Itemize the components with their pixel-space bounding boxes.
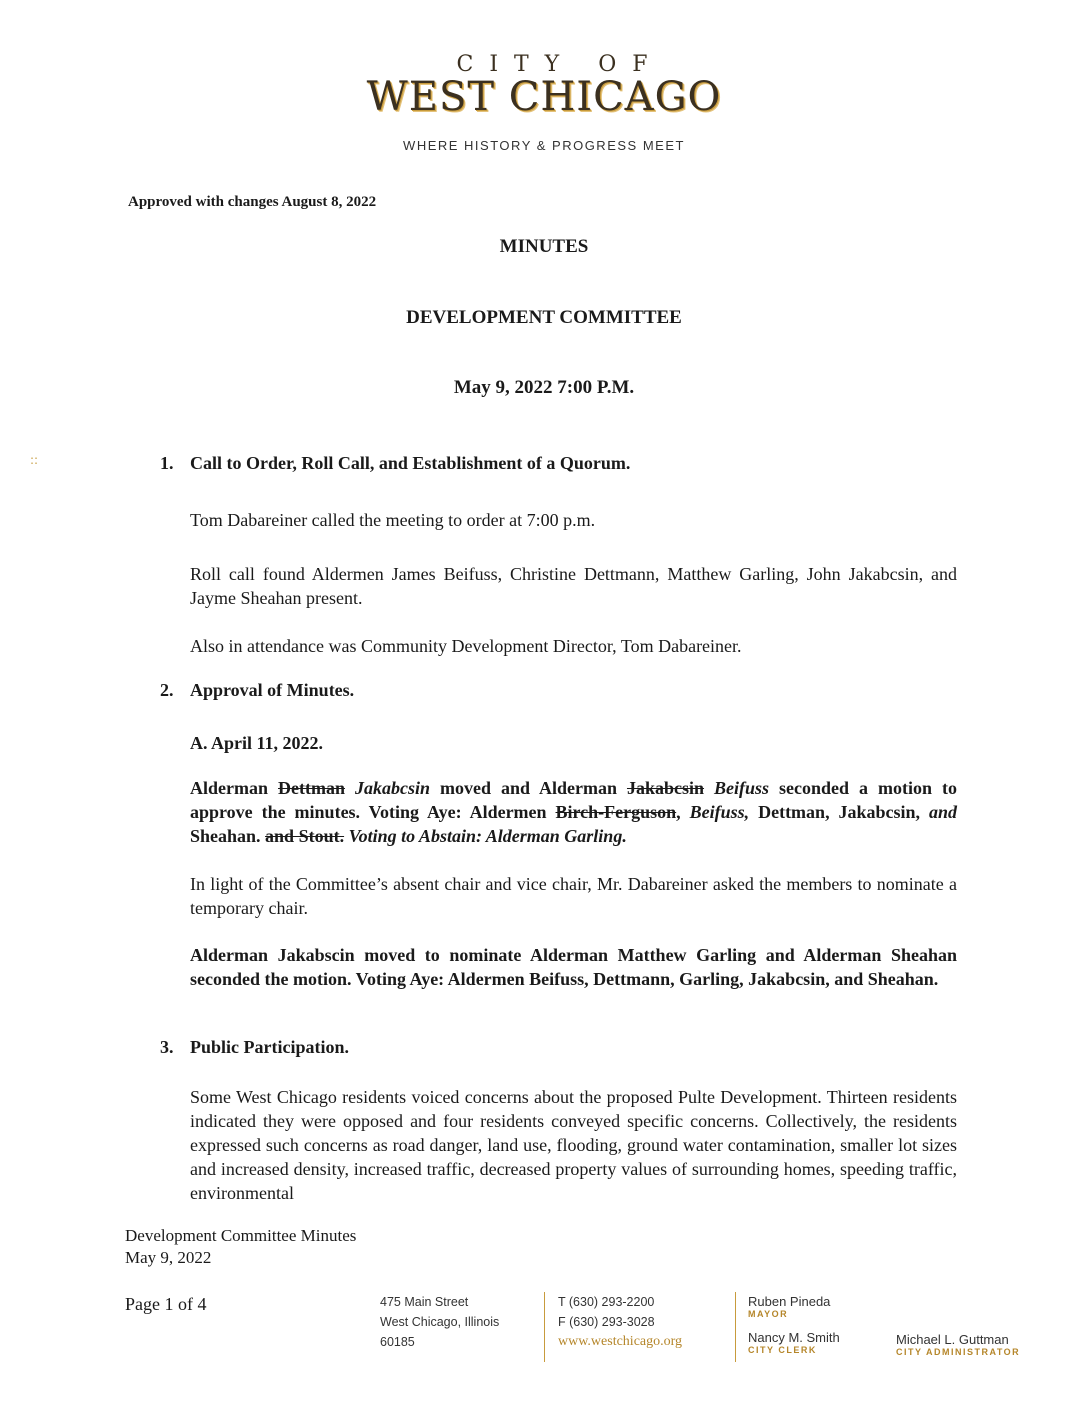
motion-inserted-text: Voting to Abstain: Alderman Garling.: [344, 826, 627, 846]
motion-deleted-text: and Stout.: [265, 826, 345, 846]
temporary-chair-paragraph: In light of the Committee’s absent chair and vice chair, Mr. Dabareiner asked the members to nominate a temporary chair.: [190, 874, 957, 918]
phone-number: T (630) 293-2200: [558, 1295, 655, 1309]
section-3-number: 3.: [160, 1037, 174, 1057]
section-1-title: Call to Order, Roll Call, and Establishment of a Quorum.: [190, 453, 631, 473]
motion-inserted-text: Jakabcsin: [344, 778, 430, 798]
motion-text: Sheahan.: [190, 826, 266, 846]
administrator-role: CITY ADMINISTRATOR: [896, 1347, 1021, 1357]
footer-divider: [735, 1292, 736, 1362]
motion-text: ,: [676, 802, 690, 822]
mayor-block: [748, 1294, 830, 1319]
section-2-title: Approval of Minutes.: [190, 680, 355, 700]
nomination-motion-paragraph: Alderman Jakabscin moved to nominate Alderman Matthew Garling and Alderman Sheahan seconded the motion. Voting Aye: Aldermen Beifuss, Dettmann, Garling, Jakabcsin, and Sheahan.: [190, 945, 957, 989]
scan-marker: ::: [30, 453, 39, 467]
motion-text: Dettman, Jakabcsin,: [749, 802, 929, 822]
fax-number: F (630) 293-3028: [558, 1315, 655, 1329]
minutes-heading: MINUTES: [499, 236, 589, 257]
motion-deleted-text: Birch-Ferguson: [555, 802, 677, 822]
address-zip: 60185: [380, 1335, 415, 1349]
section-2-number: 2.: [160, 680, 174, 700]
motion-text: seconded a motion to approve the minutes. Voting Aye: Aldermen: [190, 778, 958, 822]
clerk-role: CITY CLERK: [748, 1345, 817, 1355]
committee-heading: DEVELOPMENT COMMITTEE: [406, 307, 682, 328]
clerk-block: [748, 1330, 840, 1355]
letterhead-tagline: WHERE HISTORY & PROGRESS MEET: [403, 138, 685, 153]
minutes-date-subheading: A. April 11, 2022.: [190, 733, 324, 753]
letterhead-city-of: CITY OF: [456, 52, 664, 77]
motion-deleted-text: Dettman: [278, 778, 345, 798]
address-street: 475 Main Street: [380, 1295, 469, 1309]
meeting-date-heading: May 9, 2022 7:00 P.M.: [453, 377, 635, 398]
attendance-paragraph: Also in attendance was Community Development Director, Tom Dabareiner.: [190, 636, 742, 656]
footer-title-line: Development Committee Minutes: [125, 1226, 357, 1245]
mayor-role: MAYOR: [748, 1309, 789, 1319]
motion-text: Alderman: [190, 778, 278, 798]
section-1-number: 1.: [160, 453, 174, 473]
call-to-order-paragraph: Tom Dabareiner called the meeting to order at 7:00 p.m.: [190, 510, 596, 530]
footer-document-title: [125, 1225, 356, 1269]
motion-text: moved and Alderman: [429, 778, 627, 798]
approval-note: Approved with changes August 8, 2022: [128, 194, 377, 210]
footer-date-line: May 9, 2022: [125, 1248, 212, 1267]
clerk-name: Nancy M. Smith: [748, 1330, 840, 1345]
page-number: Page 1 of 4: [125, 1294, 207, 1314]
website-link[interactable]: www.westchicago.org: [558, 1334, 683, 1349]
administrator-block: [896, 1332, 1020, 1357]
roll-call-paragraph: Roll call found Aldermen James Beifuss, Christine Dettmann, Matthew Garling, John Jakabcsin, and Jayme Sheahan present.: [190, 564, 957, 608]
approval-motion-paragraph: [190, 776, 957, 848]
motion-inserted-text: Beifuss: [704, 778, 770, 798]
letterhead-city-name: WEST CHICAGO: [366, 74, 722, 120]
section-3-title: Public Participation.: [190, 1037, 349, 1057]
motion-inserted-text: Beifuss,: [689, 802, 750, 822]
motion-inserted-text: and: [928, 802, 957, 822]
footer-divider: [544, 1292, 545, 1362]
footer-address: [380, 1292, 499, 1352]
motion-deleted-text: Jakabcsin: [626, 778, 705, 798]
address-city: West Chicago, Illinois: [380, 1315, 500, 1329]
public-participation-paragraph: Some West Chicago residents voiced concerns about the proposed Pulte Development. Thirteen residents indicated they were opposed and four residents conveyed specific concerns. Collectively, the residents expressed such concerns as road danger, land use, flooding, ground water contamination, smaller lot sizes and increased density, increased traffic, decreased property values of surrounding homes, speeding traffic, environmental: [190, 1087, 957, 1203]
administrator-name: Michael L. Guttman: [896, 1332, 1009, 1347]
footer-contact: [558, 1292, 682, 1352]
mayor-name: Ruben Pineda: [748, 1294, 831, 1309]
